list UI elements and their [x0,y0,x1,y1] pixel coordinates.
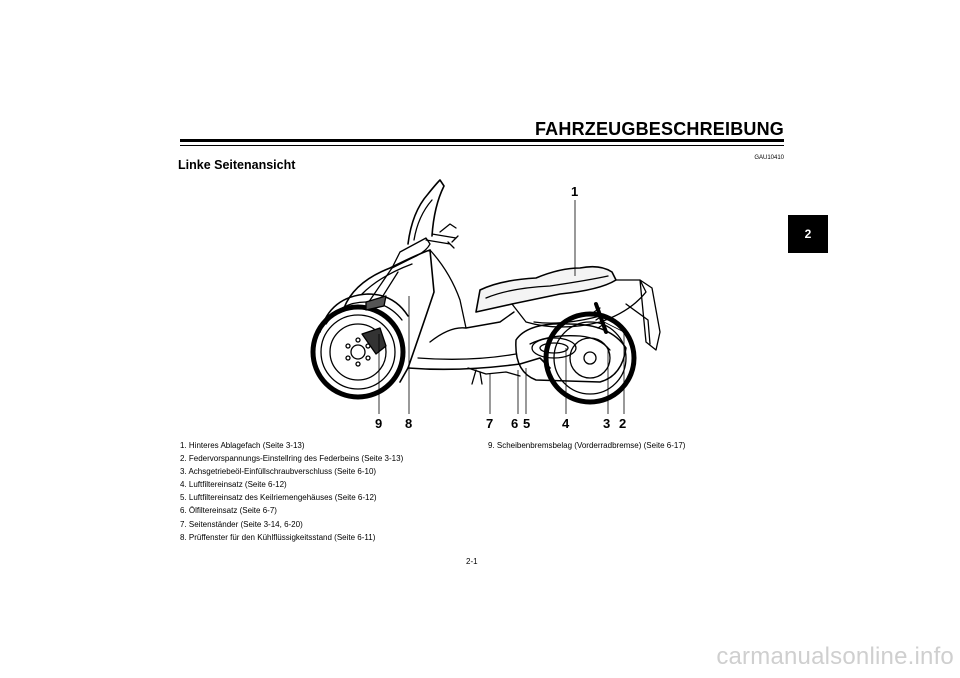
legend-item: 3. Achsgetriebeöl-Einfüllschraubverschluss (Seite 6-10) [180,467,377,477]
legend-item: 5. Luftfiltereinsatz des Keilriemengehäuses (Seite 6-12) [180,493,377,503]
callout-2: 2 [619,416,627,431]
callout-8: 8 [405,416,413,431]
legend-item: 4. Luftfiltereinsatz (Seite 6-12) [180,480,287,490]
chapter-tab[interactable]: 2 [788,215,828,253]
callout-4: 4 [562,416,570,431]
header-rule-thick [180,139,784,142]
section-heading: Linke Seitenansicht [178,158,296,172]
legend-item: 2. Federvorspannungs-Einstellring des Federbeins (Seite 3-13) [180,454,404,464]
page-number: 2-1 [466,557,478,566]
legend-right-column [488,439,685,452]
header-rule-thin [180,145,784,146]
legend-item: 9. Scheibenbremsbelag (Vorderradbremse) (Seite 6-17) [488,441,686,450]
legend-item: 7. Seitenständer (Seite 3-14, 6-20) [180,519,303,529]
callout-6: 6 [511,416,519,431]
watermark-link[interactable]: carmanualsonline.info [716,643,954,670]
legend-left-column [180,439,403,544]
scooter-illustration [300,172,680,432]
callout-9: 9 [375,416,383,431]
callout-1: 1 [571,184,579,199]
legend-item: 8. Prüffenster für den Kühlflüssigkeitsstand (Seite 6-11) [180,532,376,542]
legend-item: 1. Hinteres Ablagefach (Seite 3-13) [180,441,305,450]
chapter-title: FAHRZEUGBESCHREIBUNG [534,119,784,139]
legend-item: 6. Ölfiltereinsatz (Seite 6-7) [180,506,277,516]
front-wheel-drawing [313,307,403,397]
callout-7: 7 [486,416,494,431]
reference-code: GAU10410 [754,155,784,161]
callout-5: 5 [523,416,531,431]
callout-3: 3 [603,416,611,431]
